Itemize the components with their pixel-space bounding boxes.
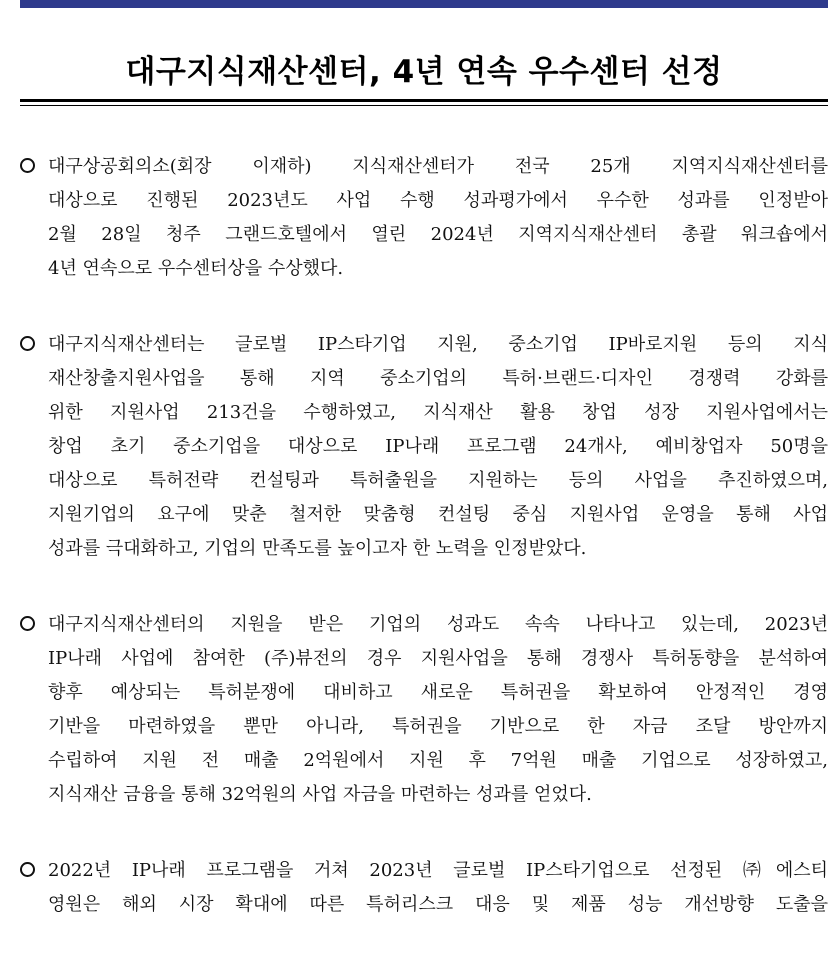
paragraph-1 (20, 150, 828, 286)
paragraph-line: 수립하여 지원 전 매출 2억원에서 지원 후 7억원 매출 기업으로 성장하였고, (48, 750, 828, 771)
paragraph-line: IP나래 사업에 참여한 (주)뷰전의 경우 지원사업을 통해 경쟁사 특허동향을 분석하여 (48, 648, 828, 669)
document-title: 대구지식재산센터, 4년 연속 우수센터 선정 (125, 54, 723, 90)
circle-bullet-icon (20, 616, 35, 631)
paragraph-line: 지원기업의 요구에 맞춘 철저한 맞춤형 컨설팅 중심 지원사업 운영을 통해 사업 (48, 504, 828, 525)
paragraph-4 (20, 854, 828, 922)
paragraph-3 (20, 608, 828, 812)
paragraph-line: 2월 28일 청주 그랜드호텔에서 열린 2024년 지역지식재산센터 총괄 워크숍에서 (48, 224, 828, 245)
circle-bullet-icon (20, 336, 35, 351)
title-rule-thin (20, 105, 828, 106)
article-body (20, 150, 828, 964)
paragraph-line: 4년 연속으로 우수센터상을 수상했다. (48, 258, 344, 279)
paragraph-line: 대구지식재산센터는 글로벌 IP스타기업 지원, 중소기업 IP바로지원 등의 지식 (48, 334, 828, 355)
paragraph-line: 창업 초기 중소기업을 대상으로 IP나래 프로그램 24개사, 예비창업자 50명을 (48, 436, 828, 457)
paragraph-2 (20, 328, 828, 566)
title-rule-thick (20, 99, 828, 102)
paragraph-line: 영원은 해외 시장 확대에 따른 특허리스크 대응 및 제품 성능 개선방향 도출을 (48, 894, 828, 915)
paragraph-line: 향후 예상되는 특허분쟁에 대비하고 새로운 특허권을 확보하여 안정적인 경영 (48, 682, 828, 703)
paragraph-line: 성과를 극대화하고, 기업의 만족도를 높이고자 한 노력을 인정받았다. (48, 538, 587, 559)
paragraph-line: 대상으로 진행된 2023년도 사업 수행 성과평가에서 우수한 성과를 인정받아 (48, 190, 828, 211)
paragraph-line: 대상으로 특허전략 컨설팅과 특허출원을 지원하는 등의 사업을 추진하였으며, (48, 470, 828, 491)
circle-bullet-icon (20, 862, 35, 877)
paragraph-line: 기반을 마련하였을 뿐만 아니라, 특허권을 기반으로 한 자금 조달 방안까지 (48, 716, 828, 737)
paragraph-line: 위한 지원사업 213건을 수행하였고, 지식재산 활용 창업 성장 지원사업에서는 (48, 402, 828, 423)
paragraph-line: 대구지식재산센터의 지원을 받은 기업의 성과도 속속 나타나고 있는데, 2023년 (48, 614, 828, 635)
paragraph-line: 대구상공회의소(회장 이재하) 지식재산센터가 전국 25개 지역지식재산센터를 (48, 156, 828, 177)
circle-bullet-icon (20, 158, 35, 173)
header-bar (20, 0, 828, 8)
paragraph-line: 지식재산 금융을 통해 32억원의 사업 자금을 마련하는 성과를 얻었다. (48, 784, 592, 805)
paragraph-line: 재산창출지원사업을 통해 지역 중소기업의 특허·브랜드·디자인 경쟁력 강화를 (48, 368, 828, 389)
paragraph-line: 2022년 IP나래 프로그램을 거쳐 2023년 글로벌 IP스타기업으로 선정된 ㈜에스티 (48, 860, 828, 881)
